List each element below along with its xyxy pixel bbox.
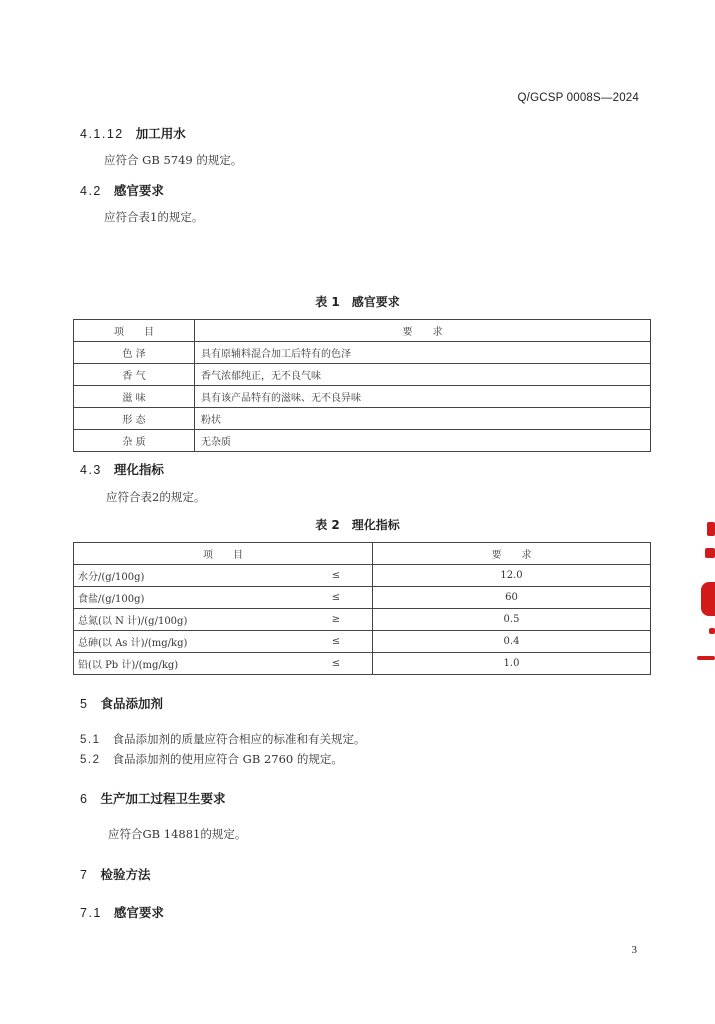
row-item: 形 态 bbox=[74, 408, 195, 430]
seal-stamp-fragment bbox=[697, 656, 715, 660]
standard-code: Q/GCSP 0008S—2024 bbox=[517, 92, 639, 104]
section-6-text: 应符合GB 14881的规定。 bbox=[108, 827, 247, 841]
row-item: 食盐/(g/100g) bbox=[74, 587, 301, 609]
physicochemical-indicators-table bbox=[73, 542, 651, 675]
column-header-requirement: 要 求 bbox=[373, 543, 651, 565]
row-item: 杂 质 bbox=[74, 430, 195, 452]
section-number: 5 bbox=[80, 697, 89, 711]
row-requirement: 香气浓郁纯正，无不良气味 bbox=[195, 364, 651, 386]
table-header-row bbox=[74, 320, 651, 342]
row-requirement: 无杂质 bbox=[195, 430, 651, 452]
column-header-item: 项 目 bbox=[74, 543, 373, 565]
section-title: 感官要求 bbox=[113, 183, 164, 198]
section-5-1 bbox=[80, 731, 366, 747]
table-row bbox=[74, 565, 651, 587]
row-value: 1.0 bbox=[373, 653, 651, 675]
section-title: 生产加工过程卫生要求 bbox=[100, 791, 226, 806]
section-title: 食品添加剂 bbox=[100, 696, 163, 711]
seal-stamp-fragment bbox=[707, 522, 715, 536]
row-operator: ≤ bbox=[300, 587, 373, 609]
sensory-requirements-table bbox=[73, 319, 651, 452]
section-4-2-heading bbox=[80, 181, 164, 199]
section-number: 4.3 bbox=[80, 463, 102, 477]
section-number: 7 bbox=[80, 868, 89, 882]
section-4-3-heading bbox=[80, 460, 164, 478]
row-value: 12.0 bbox=[373, 565, 651, 587]
section-7-1-heading bbox=[80, 903, 164, 921]
section-number: 4.2 bbox=[80, 184, 102, 198]
table-row bbox=[74, 609, 651, 631]
section-5-heading bbox=[80, 694, 163, 712]
table-row bbox=[74, 342, 651, 364]
section-number: 5.1 bbox=[80, 734, 101, 746]
section-title: 检验方法 bbox=[100, 867, 151, 882]
row-requirement: 具有原辅料混合加工后特有的色泽 bbox=[195, 342, 651, 364]
section-text: 食品添加剂的使用应符合 GB 2760 的规定。 bbox=[112, 752, 343, 766]
row-item: 香 气 bbox=[74, 364, 195, 386]
table-header-row bbox=[74, 543, 651, 565]
section-4-1-12-text: 应符合 GB 5749 的规定。 bbox=[104, 153, 243, 167]
section-title: 理化指标 bbox=[113, 462, 164, 477]
row-item: 水分/(g/100g) bbox=[74, 565, 301, 587]
row-item: 铅(以 Pb 计)/(mg/kg) bbox=[74, 653, 301, 675]
table-row bbox=[74, 430, 651, 452]
table-row bbox=[74, 653, 651, 675]
seal-stamp-fragment bbox=[709, 628, 715, 634]
row-item: 总氮(以 N 计)/(g/100g) bbox=[74, 609, 301, 631]
row-item: 总砷(以 As 计)/(mg/kg) bbox=[74, 631, 301, 653]
section-4-3-text: 应符合表2的规定。 bbox=[106, 490, 206, 504]
table-row bbox=[74, 631, 651, 653]
section-number: 5.2 bbox=[80, 754, 101, 766]
section-4-2-text: 应符合表1的规定。 bbox=[104, 210, 204, 224]
table-row bbox=[74, 386, 651, 408]
row-operator: ≤ bbox=[300, 653, 373, 675]
row-operator: ≤ bbox=[300, 631, 373, 653]
section-7-heading bbox=[80, 865, 150, 883]
table1-caption: 表 1 感官要求 bbox=[315, 295, 400, 309]
row-value: 0.5 bbox=[373, 609, 651, 631]
table2-caption: 表 2 理化指标 bbox=[315, 518, 400, 532]
section-text: 食品添加剂的质量应符合相应的标准和有关规定。 bbox=[112, 732, 366, 746]
section-title: 感官要求 bbox=[113, 905, 164, 920]
section-6-heading bbox=[80, 789, 225, 807]
page-number: 3 bbox=[631, 944, 637, 956]
section-5-2 bbox=[80, 751, 343, 767]
table-row bbox=[74, 408, 651, 430]
row-requirement: 粉状 bbox=[195, 408, 651, 430]
row-item: 色 泽 bbox=[74, 342, 195, 364]
row-value: 60 bbox=[373, 587, 651, 609]
row-requirement: 具有该产品特有的滋味、无不良异味 bbox=[195, 386, 651, 408]
row-value: 0.4 bbox=[373, 631, 651, 653]
section-number: 6 bbox=[80, 792, 89, 806]
section-number: 4.1.12 bbox=[80, 127, 124, 141]
row-item: 滋 味 bbox=[74, 386, 195, 408]
row-operator: ≥ bbox=[300, 609, 373, 631]
table-row bbox=[74, 364, 651, 386]
section-number: 7.1 bbox=[80, 906, 102, 920]
column-header-item: 项 目 bbox=[74, 320, 195, 342]
section-4-1-12-heading bbox=[80, 124, 186, 142]
seal-stamp-fragment bbox=[705, 548, 715, 558]
section-title: 加工用水 bbox=[135, 126, 186, 141]
column-header-requirement: 要 求 bbox=[195, 320, 651, 342]
table-row bbox=[74, 587, 651, 609]
row-operator: ≤ bbox=[300, 565, 373, 587]
seal-stamp-fragment bbox=[701, 582, 715, 616]
